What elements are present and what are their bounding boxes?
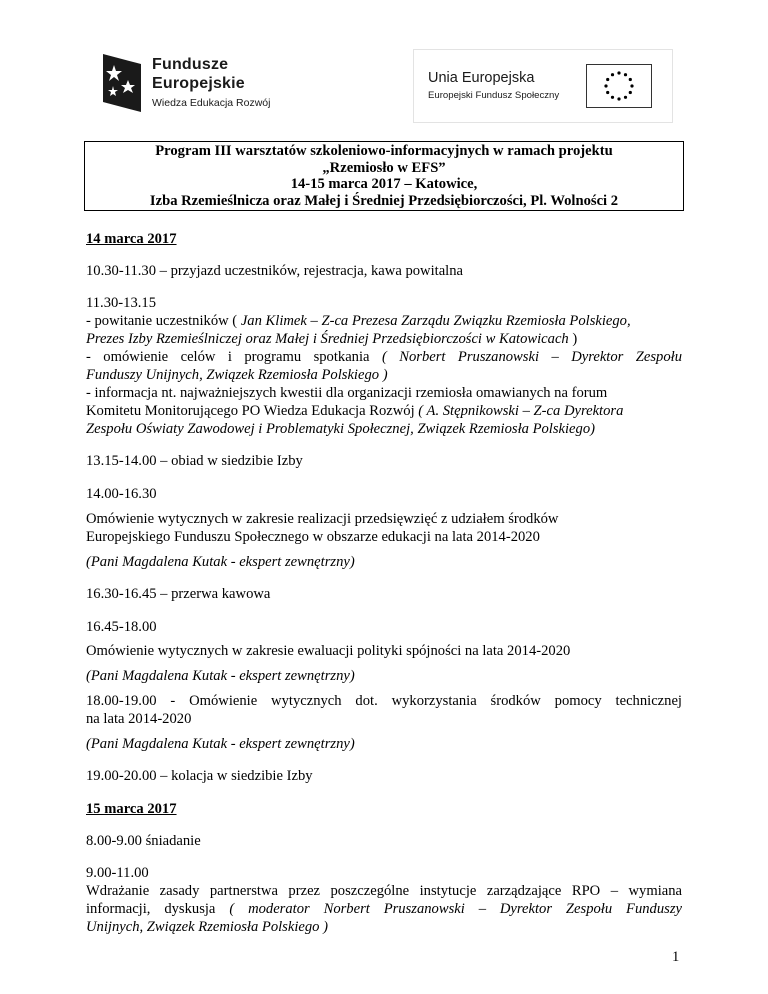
day2-item2-line-l2 bbox=[86, 900, 682, 918]
unia-europejska-logo bbox=[413, 49, 673, 123]
day1-item2-time: 11.30-13.15 bbox=[86, 295, 156, 311]
day1-item4-l3-line bbox=[86, 553, 355, 571]
day1-item2-c2: Komitetu Monitorującego PO Wiedza Edukacja Rozwój bbox=[86, 403, 419, 419]
day1-item2-line-b2 bbox=[86, 366, 388, 384]
day1-item2-c4: Zespołu Oświaty Zawodowej i Problematyki Społecznej, Związek Rzemiosła Polskiego) bbox=[86, 421, 595, 437]
day1-item7-l2: na lata 2014-2020 bbox=[86, 711, 192, 727]
day2-item2-l3: Unijnych, Związek Rzemiosła Polskiego ) bbox=[86, 919, 328, 935]
day1-item7-l1: 18.00-19.00 - Omówienie wytycznych dot. wykorzystania środków pomocy technicznej bbox=[86, 693, 682, 709]
day1-item2-line-a1 bbox=[86, 312, 631, 330]
day1-item4-l2: Europejskiego Funduszu Społecznego w obszarze edukacji na lata 2014-2020 bbox=[86, 529, 540, 545]
day1-item2-a3: Prezes Izby Rzemieślniczej oraz Małej i Średniej Przedsiębiorczości w Katowicach bbox=[86, 331, 569, 347]
fe-logo-line3: Wiedza Edukacja Rozwój bbox=[152, 97, 271, 109]
day1-item2-line-b1 bbox=[86, 348, 682, 366]
day1-item8: 19.00-20.00 – kolacja w siedzibie Izby bbox=[86, 768, 313, 784]
program-header-box bbox=[84, 141, 684, 211]
day1-item2-c1: - informacja nt. najważniejszych kwestii dla organizacji rzemiosła omawianych na forum bbox=[86, 385, 608, 401]
page-number: 1 bbox=[672, 949, 680, 965]
header-line2: „Rzemiosło w EFS” bbox=[322, 159, 446, 176]
day1-item2-c3: ( A. Stępnikowski – Z-ca Dyrektora bbox=[418, 403, 624, 419]
fe-stars-emblem-icon bbox=[97, 50, 147, 116]
day1-item6-l2-line bbox=[86, 667, 355, 685]
eu-logo-line2: Europejski Fundusz Społeczny bbox=[428, 90, 560, 101]
fe-logo-line1: Fundusze bbox=[152, 56, 229, 73]
day1-item6-l1: Omówienie wytycznych w zakresie ewaluacji polityki spójności na lata 2014-2020 bbox=[86, 643, 571, 659]
header-line4: Izba Rzemieślnicza oraz Małej i Średniej Przedsiębiorczości, Pl. Wolności 2 bbox=[149, 192, 619, 209]
eu-logo-line1: Unia Europejska bbox=[428, 70, 535, 86]
day1-item3: 13.15-14.00 – obiad w siedzibie Izby bbox=[86, 453, 303, 469]
eu-flag-icon bbox=[586, 64, 652, 108]
day1-item2-line-c4 bbox=[86, 420, 595, 438]
day1-item1: 10.30-11.30 – przyjazd uczestników, rejestracja, kawa powitalna bbox=[86, 263, 463, 279]
day1-item4-l1: Omówienie wytycznych w zakresie realizacji przedsięwzięć z udziałem środków bbox=[86, 511, 559, 527]
day1-item2-line-a2 bbox=[86, 330, 577, 348]
day1-item6-time: 16.45-18.00 bbox=[86, 619, 157, 635]
day1-item7-l3-line bbox=[86, 735, 355, 753]
day2-item2-time: 9.00-11.00 bbox=[86, 865, 149, 881]
day1-item4-time: 14.00-16.30 bbox=[86, 486, 157, 502]
day1-date-heading: 14 marca 2017 bbox=[86, 231, 177, 247]
day2-item2-l2b: ( moderator Norbert Pruszanowski – Dyrektor Zespołu Funduszy bbox=[229, 901, 682, 917]
day2-item2-line-l3 bbox=[86, 918, 328, 936]
day1-item2-a1: - powitanie uczestników ( bbox=[86, 313, 241, 329]
day1-item5: 16.30-16.45 – przerwa kawowa bbox=[86, 586, 271, 602]
fe-logo-line2: Europejskie bbox=[152, 75, 245, 92]
day1-item2-a4: ) bbox=[568, 331, 578, 347]
day2-item2-l1: Wdrażanie zasady partnerstwa przez poszczególne instytucje zarządzające RPO – wymiana bbox=[86, 883, 682, 899]
day1-item2-b2: ( Norbert Pruszanowski – Dyrektor Zespołu bbox=[381, 349, 682, 365]
day1-item2-a2: Jan Klimek – Z-ca Prezesa Zarządu Związku Rzemiosła Polskiego, bbox=[240, 313, 631, 329]
fundusze-europejskie-logo bbox=[97, 48, 297, 118]
header-line1: Program III warsztatów szkoleniowo-informacyjnych w ramach projektu bbox=[155, 143, 613, 159]
day1-item4-l3: (Pani Magdalena Kutak - ekspert zewnętrzny) bbox=[86, 554, 355, 570]
day2-date-heading: 15 marca 2017 bbox=[86, 801, 177, 817]
header-line3: 14-15 marca 2017 – Katowice, bbox=[290, 176, 478, 192]
day1-item2-b3: Funduszy Unijnych, Związek Rzemiosła Polskiego ) bbox=[86, 367, 388, 383]
day1-item2-line-c2 bbox=[86, 402, 623, 420]
day2-item2-l2a: informacji, dyskusja bbox=[86, 901, 230, 917]
day1-item7-l3: (Pani Magdalena Kutak - ekspert zewnętrzny) bbox=[86, 736, 355, 752]
day1-item2-b1: - omówienie celów i programu spotkania bbox=[86, 349, 382, 365]
day1-item6-l2: (Pani Magdalena Kutak - ekspert zewnętrzny) bbox=[86, 668, 355, 684]
day2-item1: 8.00-9.00 śniadanie bbox=[86, 833, 201, 849]
